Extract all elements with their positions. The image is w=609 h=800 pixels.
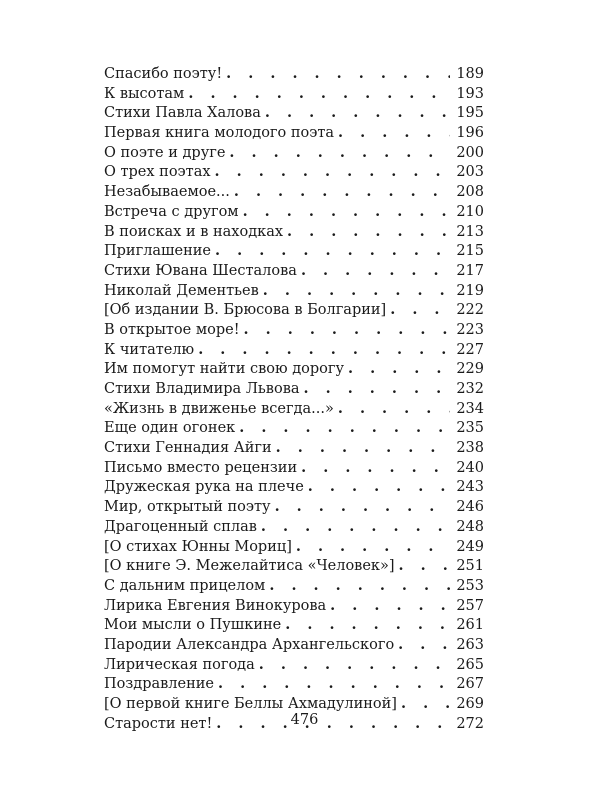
toc-entry [104, 340, 484, 360]
toc-entry-title: Письмо вместо рецензии [104, 459, 298, 476]
toc-entry [104, 537, 484, 557]
toc-entry-title: Лирическая погода [104, 656, 255, 673]
dot-leader [261, 517, 450, 537]
dot-leader [276, 438, 450, 458]
toc-entry-title: Незабываемое... [104, 184, 230, 201]
toc-entry-title: Поздравление [104, 676, 215, 693]
toc-entry-page: 263 [456, 636, 484, 653]
toc-entry-page: 219 [456, 282, 484, 299]
toc-entry-page: 210 [456, 203, 484, 220]
toc-entry [104, 477, 484, 497]
toc-entry-page: 196 [456, 125, 484, 142]
dot-leader [301, 458, 450, 478]
toc-entry-title: Встреча с другом [104, 203, 239, 220]
toc-entry [104, 596, 484, 616]
toc-entry [104, 556, 484, 576]
toc-entry-page: 234 [456, 400, 484, 417]
toc-entry-page: 269 [456, 696, 484, 712]
toc-entry-title: [О книге Э. Межелайтиса «Человек»] [104, 558, 395, 575]
dot-leader [401, 694, 450, 714]
toc-entry [104, 458, 484, 478]
dot-leader [308, 477, 450, 497]
toc-entry [104, 635, 484, 655]
toc-entry-page: 223 [456, 321, 484, 338]
toc-entry [104, 162, 484, 182]
toc-entry [104, 418, 484, 438]
toc-entry-title: Еще один огонек [104, 420, 236, 437]
dot-leader [226, 64, 450, 84]
toc-entry [104, 576, 484, 596]
toc-entry [104, 359, 484, 379]
table-of-contents [104, 64, 484, 733]
dot-leader [304, 379, 450, 399]
dot-leader [198, 340, 450, 360]
toc-entry-page: 213 [456, 223, 484, 240]
toc-entry-title: Старости нет! [104, 715, 213, 732]
toc-entry-title: Стихи Владимира Львова [104, 381, 300, 397]
toc-entry [104, 517, 484, 537]
toc-entry [104, 261, 484, 281]
toc-entry-title: [Об издании В. Брюсова в Болгарии] [104, 302, 387, 319]
dot-leader [265, 103, 450, 123]
toc-entry-title: В поисках и в находках [104, 223, 284, 240]
toc-entry [104, 123, 484, 143]
toc-entry-page: 257 [456, 597, 484, 614]
toc-entry-title: [О стихах Юнны Мориц] [104, 538, 292, 555]
dot-leader [243, 202, 450, 222]
toc-entry-title: Приглашение [104, 243, 212, 260]
toc-entry-page: 193 [456, 85, 484, 102]
toc-entry-page: 203 [456, 164, 484, 181]
toc-entry-page: 217 [456, 262, 484, 279]
toc-entry-page: 222 [456, 302, 484, 319]
toc-entry-page: 249 [456, 538, 484, 555]
dot-leader [330, 596, 450, 616]
dot-leader [399, 556, 450, 576]
dot-leader [348, 359, 450, 379]
toc-entry [104, 320, 484, 340]
dot-leader [218, 674, 450, 694]
toc-entry-title: О трех поэтах [104, 164, 211, 181]
toc-entry-title: Стихи Геннадия Айги [104, 440, 272, 457]
dot-leader [269, 576, 450, 596]
toc-entry [104, 300, 484, 320]
dot-leader [285, 615, 450, 635]
dot-leader [338, 123, 450, 143]
dot-leader [287, 222, 450, 242]
toc-entry-title: К читателю [104, 341, 195, 358]
toc-entry-title: Спасибо поэту! [104, 66, 223, 82]
dot-leader [338, 399, 450, 419]
dot-leader [244, 320, 450, 340]
toc-entry [104, 84, 484, 104]
toc-entry-page: 272 [456, 715, 484, 732]
toc-entry-title: В открытое море! [104, 321, 240, 338]
toc-entry-title: Стихи Ювана Шесталова [104, 262, 297, 279]
toc-entry [104, 202, 484, 222]
toc-entry-page: 238 [456, 440, 484, 457]
toc-entry-page: 253 [456, 577, 484, 594]
dot-leader [398, 635, 450, 655]
toc-entry [104, 281, 484, 301]
toc-entry-page: 265 [456, 656, 484, 673]
toc-entry-page: 189 [456, 66, 484, 82]
toc-entry-page: 227 [456, 341, 484, 358]
toc-entry-page: 240 [456, 459, 484, 476]
toc-entry-page: 267 [456, 676, 484, 693]
toc-entry-title: О поэте и друге [104, 144, 226, 161]
toc-entry [104, 222, 484, 242]
toc-entry-title: Дружеская рука на плече [104, 479, 304, 496]
dot-leader [296, 537, 450, 557]
toc-entry [104, 143, 484, 163]
dot-leader [234, 182, 450, 202]
dot-leader [188, 84, 450, 104]
toc-entry-page: 235 [456, 420, 484, 437]
toc-entry [104, 497, 484, 517]
toc-entry-page: 246 [456, 499, 484, 516]
toc-entry [104, 438, 484, 458]
toc-entry-title: Мир, открытый поэту [104, 499, 271, 516]
toc-entry-title: «Жизнь в движенье всегда...» [104, 400, 334, 417]
toc-entry-title: Драгоценный сплав [104, 518, 257, 535]
toc-entry-page: 248 [456, 518, 484, 535]
page-number: 476 [290, 712, 319, 728]
toc-entry [104, 674, 484, 694]
toc-entry [104, 379, 484, 399]
toc-entry [104, 64, 484, 84]
toc-entry-page: 251 [456, 558, 484, 575]
toc-entry [104, 399, 484, 419]
dot-leader [301, 261, 450, 281]
toc-entry-page: 208 [456, 184, 484, 201]
toc-entry-title: Им помогут найти свою дорогу [104, 361, 345, 378]
toc-entry-title: Стихи Павла Халова [104, 105, 261, 122]
toc-entry-page: 232 [456, 381, 484, 397]
toc-entry-title: Пародии Александра Архангельского [104, 636, 395, 653]
toc-entry [104, 655, 484, 675]
dot-leader [275, 497, 450, 517]
dot-leader [215, 241, 450, 261]
toc-entry [104, 103, 484, 123]
dot-leader [229, 143, 450, 163]
toc-entry [104, 694, 484, 714]
dot-leader [263, 281, 450, 301]
toc-entry-title: Лирика Евгения Винокурова [104, 597, 327, 614]
toc-entry-page: 200 [456, 144, 484, 161]
toc-entry-title: С дальним прицелом [104, 577, 266, 594]
toc-entry-title: Первая книга молодого поэта [104, 125, 335, 142]
dot-leader [215, 162, 450, 182]
dot-leader [259, 655, 450, 675]
toc-entry-page: 195 [456, 105, 484, 122]
toc-entry-page: 215 [456, 243, 484, 260]
toc-entry [104, 241, 484, 261]
dot-leader [390, 300, 450, 320]
toc-entry-title: Мои мысли о Пушкине [104, 617, 282, 634]
toc-entry [104, 615, 484, 635]
toc-entry-page: 229 [456, 361, 484, 378]
toc-entry-title: Николай Дементьев [104, 282, 259, 299]
toc-entry [104, 182, 484, 202]
toc-entry-title: К высотам [104, 85, 185, 102]
toc-entry-page: 243 [456, 479, 484, 496]
dot-leader [239, 418, 450, 438]
toc-entry-title: [О первой книге Беллы Ахмадулиной] [104, 696, 397, 712]
toc-entry-page: 261 [456, 617, 484, 634]
